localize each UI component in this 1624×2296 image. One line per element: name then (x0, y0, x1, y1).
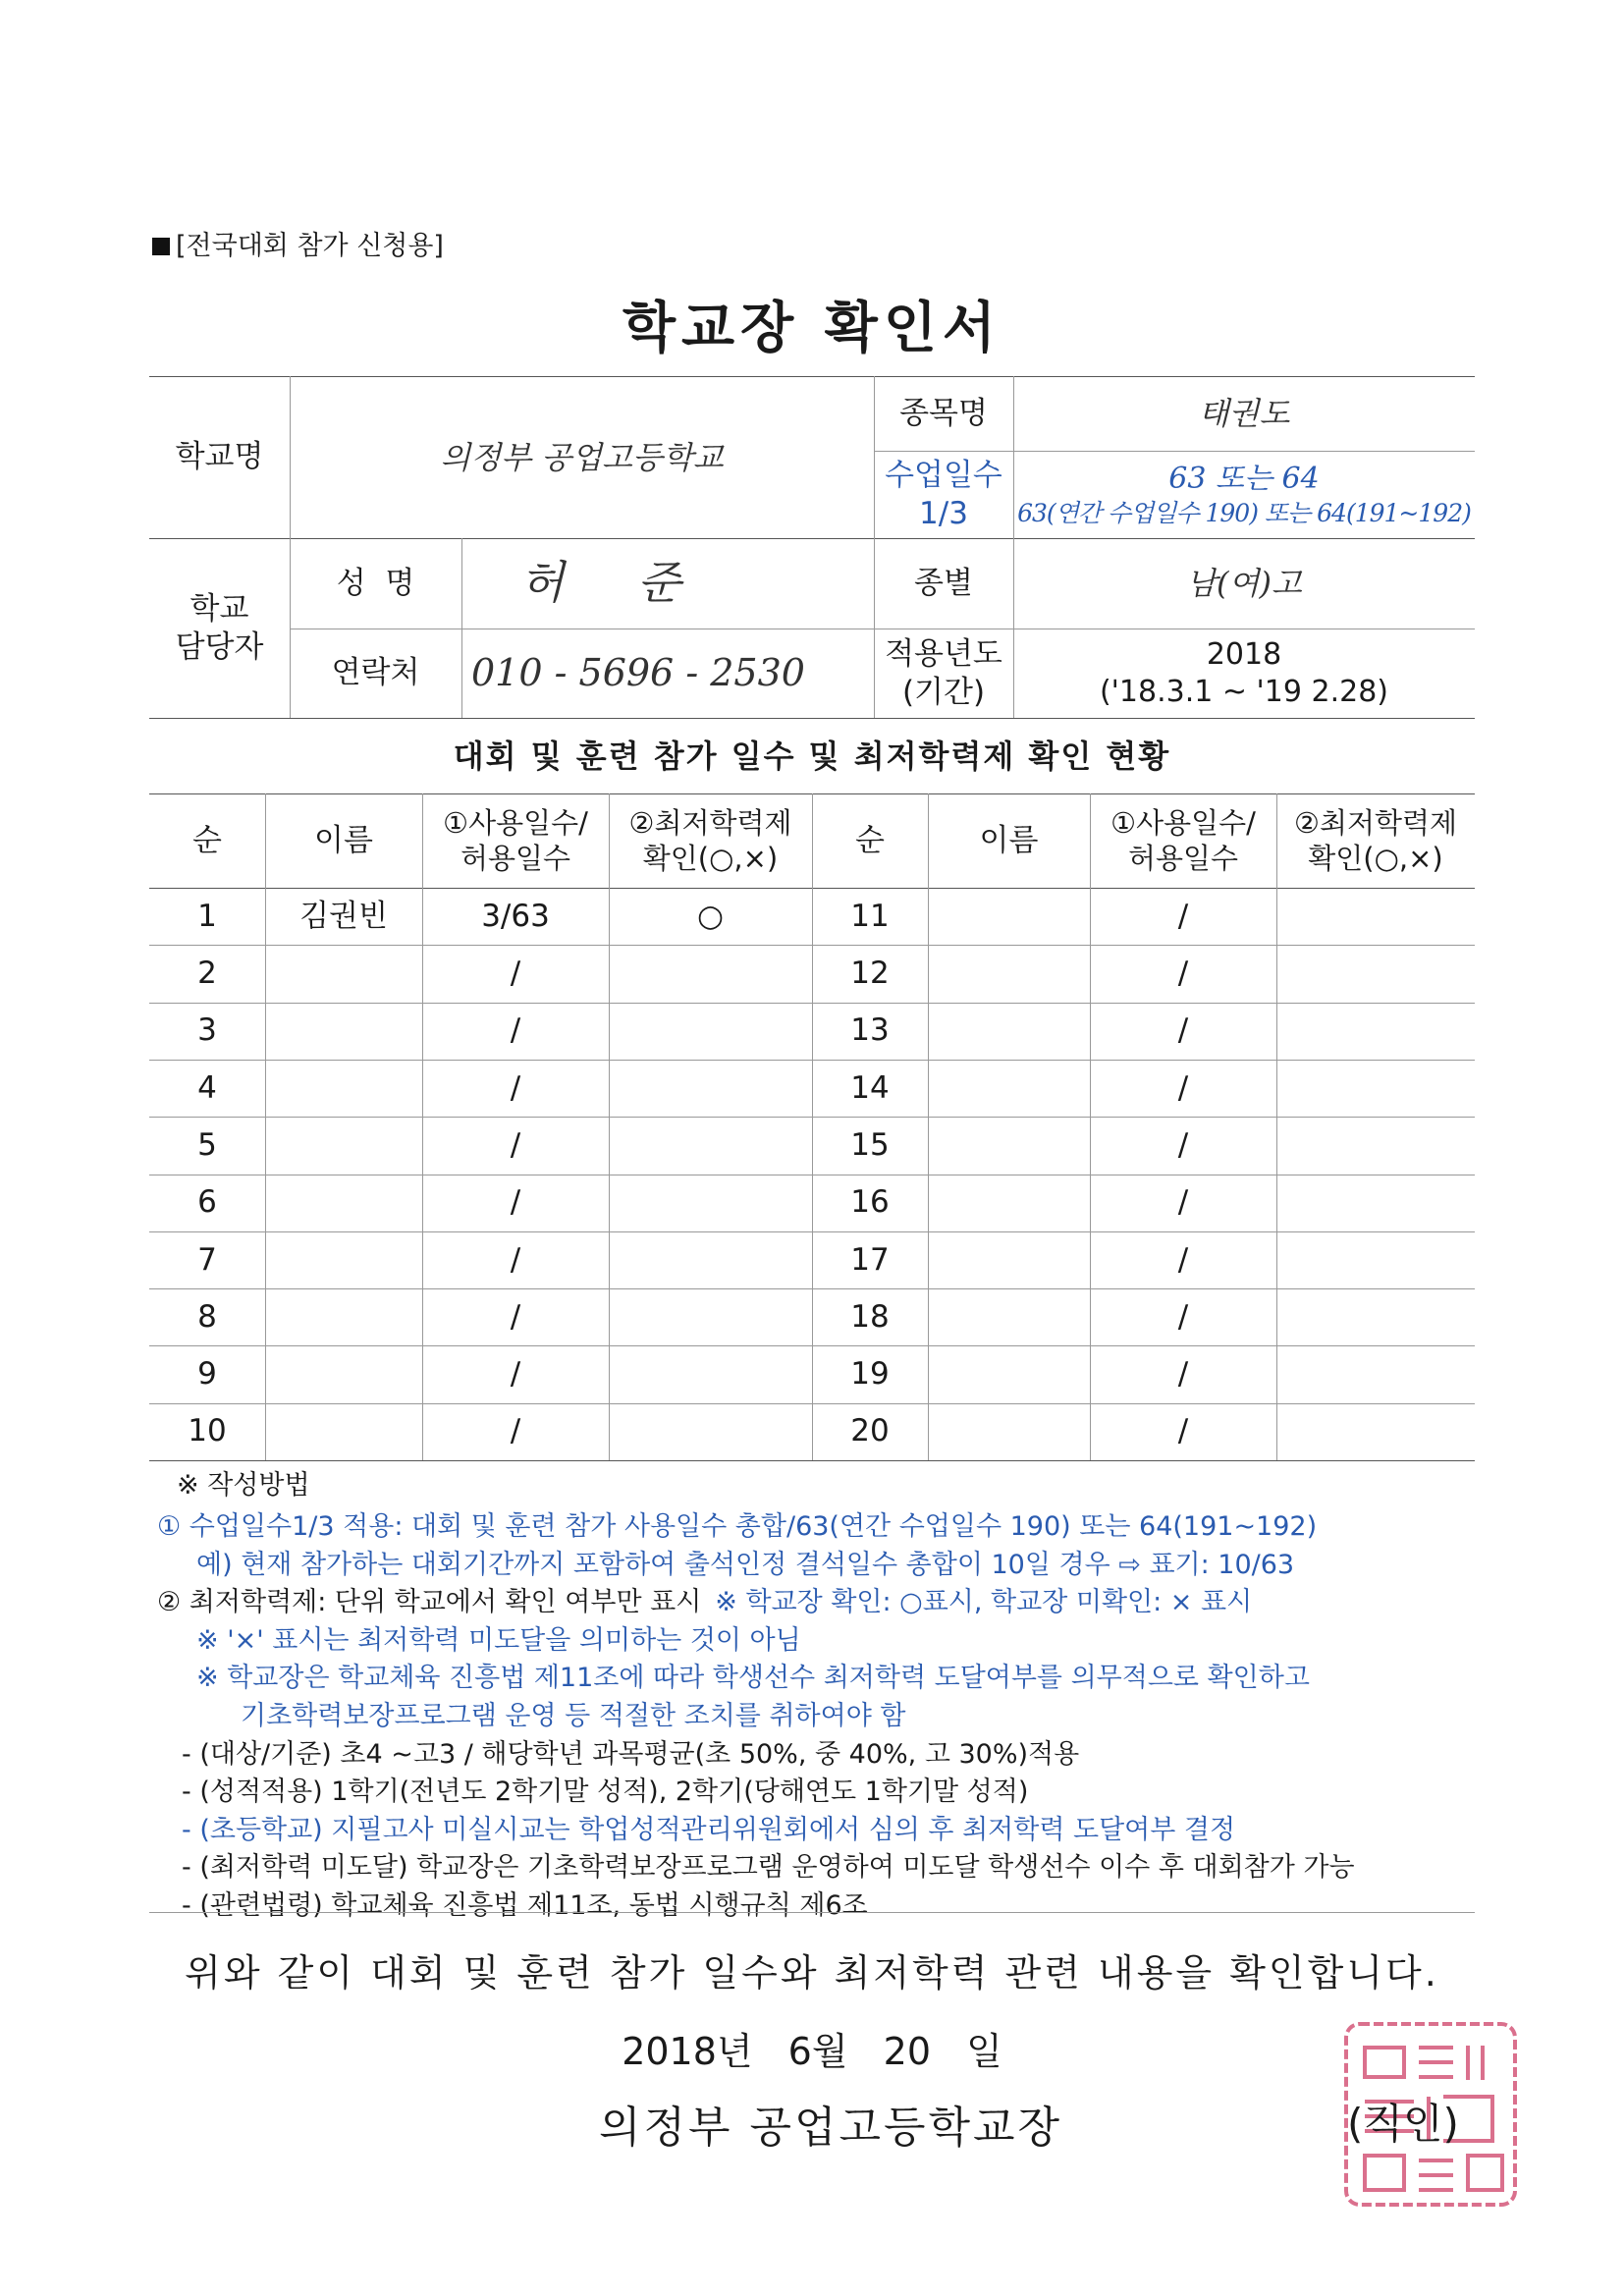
table-cell-name (928, 945, 1090, 1002)
sport-value: 태권도 (1198, 395, 1290, 432)
table-cell-check (609, 1345, 812, 1402)
table-cell-check (609, 1117, 812, 1174)
col-header-check (609, 793, 812, 888)
table-cell-name (265, 1288, 422, 1345)
table-cell-no: 9 (197, 1356, 217, 1393)
divider (149, 718, 1475, 719)
note-line: - (최저학력 미도달) 학교장은 기초학력보장프로그램 운영하여 미도달 학생선수 이수 후 대회참가 가능 (182, 1852, 1355, 1884)
divider (149, 1460, 1475, 1461)
table-cell-check (609, 1231, 812, 1288)
table-cell-no: 13 (850, 1012, 890, 1049)
table-cell-name (265, 1345, 422, 1402)
table-cell-check (609, 1003, 812, 1060)
table-cell-no: 12 (850, 956, 890, 992)
staff-label: 학교 담당자 (175, 590, 264, 665)
table-cell-no: 8 (197, 1298, 217, 1335)
square-bullet-icon (152, 238, 170, 255)
table-cell-check (609, 1175, 812, 1231)
note-line: - (대상/기준) 초4 ~고3 / 해당학년 과목평균(초 50%, 중 40%, 고 30%)적용 (182, 1738, 1080, 1770)
note-line: - (관련법령) 학교체육 진흥법 제11조, 동법 시행규칙 제6조 (182, 1890, 868, 1921)
divider (149, 1912, 1475, 1913)
col-header-days-line: ①사용일수/ (443, 805, 588, 840)
col-header-check-line: 확인(○,×) (642, 842, 779, 875)
table-cell-days: / (510, 1356, 521, 1393)
table-cell-name (928, 1231, 1090, 1288)
table-cell-no: 4 (197, 1069, 217, 1106)
table-cell-name (928, 1288, 1090, 1345)
contact-value: 010 - 5696 - 2530 (471, 650, 805, 694)
table-cell-check (609, 1060, 812, 1117)
table-cell-check (609, 1288, 812, 1345)
table-cell-days: / (510, 1298, 521, 1335)
table-cell-check: ○ (696, 898, 725, 934)
table-cell-days: / (1177, 1012, 1189, 1049)
days-label: 수업일수 1/3 (885, 457, 1002, 531)
table-cell-check (1276, 945, 1475, 1002)
col-header-no: 순 (855, 822, 885, 858)
table-cell-check (609, 1403, 812, 1460)
page-title: 학교장 확인서 (622, 297, 1002, 360)
col-header-days-line: 허용일수 (1127, 842, 1239, 875)
table-cell-days: / (1177, 1298, 1189, 1335)
school-label: 학교명 (175, 439, 264, 475)
table-cell-check (1276, 1060, 1475, 1117)
table-cell-name (928, 1003, 1090, 1060)
gender-label: 종별 (914, 565, 973, 601)
table-cell-no: 1 (197, 898, 217, 934)
notes-heading: ※ 작성방법 (177, 1470, 310, 1501)
year-label: 적용년도 (기간) (885, 635, 1002, 710)
col-header-days-line: ①사용일수/ (1110, 805, 1256, 840)
table-cell-name (265, 1231, 422, 1288)
days-value: 63 또는 64 63(연간 수업일수 190) 또는 64(191~192) (1017, 462, 1471, 527)
form-tag: [전국대회 참가 신청용] (152, 224, 444, 262)
table-cell-name (928, 1403, 1090, 1460)
col-header-name: 이름 (979, 822, 1039, 858)
table-cell-days: / (510, 1184, 521, 1221)
note-line: 예) 현재 참가하는 대회기간까지 포함하여 출석인정 결석일수 총합이 10일 경우 ⇨ 표기: 10/63 (196, 1549, 1295, 1580)
note-text: ※ 학교장 확인: ○표시, 학교장 미확인: × 표시 (715, 1587, 1253, 1618)
table-cell-check (1276, 1175, 1475, 1231)
note-text: ② 최저학력제: 단위 학교에서 확인 여부만 표시 (157, 1587, 702, 1618)
table-cell-name (928, 1345, 1090, 1402)
table-cell-no: 19 (850, 1356, 890, 1393)
sport-label: 종목명 (899, 395, 988, 431)
table-cell-no: 11 (850, 898, 890, 934)
table-cell-days: / (1177, 1356, 1189, 1393)
col-header-days (422, 793, 609, 888)
table-cell-check (1276, 1231, 1475, 1288)
contact-label: 연락처 (331, 655, 420, 691)
table-cell-no: 16 (850, 1184, 890, 1221)
issue-date: 2018년 6월 20 일 (622, 2030, 1002, 2073)
table-cell-name (265, 945, 422, 1002)
name-label: 성 명 (336, 565, 415, 601)
table-cell-days: / (1177, 1413, 1189, 1449)
table-cell-check (609, 945, 812, 1002)
table-cell-days: / (510, 1012, 521, 1049)
table-cell-no: 5 (197, 1126, 217, 1163)
table-cell-name (928, 1060, 1090, 1117)
table-cell-name (265, 1003, 422, 1060)
table-cell-days: / (1177, 1069, 1189, 1106)
table-cell-check (1276, 1003, 1475, 1060)
table-cell-check (1276, 888, 1475, 945)
note-line (157, 1580, 1252, 1618)
table-cell-no: 10 (188, 1413, 227, 1449)
table-cell-days: / (1177, 1126, 1189, 1163)
col-header-check-line: 확인(○,×) (1308, 842, 1443, 875)
col-header-check (1276, 793, 1475, 888)
col-header-no: 순 (192, 822, 222, 858)
table-cell-days: / (1177, 956, 1189, 992)
table-cell-days: / (510, 1126, 521, 1163)
table-cell-days: / (1177, 1241, 1189, 1278)
table-cell-check (1276, 1403, 1475, 1460)
table-cell-name (265, 1060, 422, 1117)
staff-name-value: 허 준 (520, 556, 711, 610)
table-cell-no: 3 (197, 1012, 217, 1049)
table-cell-name (928, 1175, 1090, 1231)
table-cell-days: / (510, 1069, 521, 1106)
seal-label: (직인) (1347, 2100, 1459, 2148)
col-header-name: 이름 (314, 822, 373, 858)
table-cell-name: 김권빈 (299, 898, 388, 934)
section-title: 대회 및 훈련 참가 일수 및 최저학력제 확인 현황 (453, 738, 1171, 775)
table-cell-no: 6 (197, 1184, 217, 1221)
confirmation-text: 위와 같이 대회 및 훈련 참가 일수와 최저학력 관련 내용을 확인합니다. (185, 1951, 1439, 1995)
table-cell-no: 2 (197, 956, 217, 992)
note-line: - (초등학교) 지필고사 미실시교는 학업성적관리위원회에서 심의 후 최저학력 도달여부 결정 (182, 1814, 1236, 1845)
table-cell-no: 7 (197, 1241, 217, 1278)
note-line: - (성적적용) 1학기(전년도 2학기말 성적), 2학기(당해연도 1학기말 성적) (182, 1777, 1029, 1808)
table-cell-no: 17 (850, 1241, 890, 1278)
table-cell-days: / (510, 1241, 521, 1278)
note-line: 기초학력보장프로그램 운영 등 적절한 조치를 취하여야 함 (241, 1701, 906, 1731)
table-cell-no: 18 (850, 1298, 890, 1335)
note-line: ※ '×' 표시는 최저학력 미도달을 의미하는 것이 아님 (196, 1624, 801, 1656)
table-cell-no: 20 (850, 1413, 890, 1449)
note-line: ※ 학교장은 학교체육 진흥법 제11조에 따라 학생선수 최저학력 도달여부를 의무적으로 확인하고 (196, 1663, 1310, 1694)
table-cell-name (928, 1117, 1090, 1174)
table-cell-no: 14 (850, 1069, 890, 1106)
signer-name: 의정부 공업고등학교장 (599, 2103, 1063, 2153)
year-value: 2018 ('18.3.1 ~ '19 2.28) (1099, 637, 1389, 709)
table-cell-days: / (510, 956, 521, 992)
table-cell-name (265, 1403, 422, 1460)
col-header-check-line: ②최저학력제 (1293, 805, 1458, 840)
table-cell-name (265, 1175, 422, 1231)
table-cell-name (265, 1117, 422, 1174)
table-cell-days: / (1177, 898, 1189, 934)
note-line: ① 수업일수1/3 적용: 대회 및 훈련 참가 사용일수 총합/63(연간 수업일수 190) 또는 64(191~192) (157, 1511, 1318, 1542)
school-value: 의정부 공업고등학교 (440, 438, 724, 476)
table-cell-days: / (1177, 1184, 1189, 1221)
table-cell-no: 15 (850, 1126, 890, 1163)
table-cell-check (1276, 1117, 1475, 1174)
table-cell-days: / (510, 1413, 521, 1449)
table-cell-check (1276, 1288, 1475, 1345)
table-cell-days: 3/63 (481, 898, 550, 934)
table-cell-name (928, 888, 1090, 945)
col-header-days (1090, 793, 1276, 888)
table-cell-check (1276, 1345, 1475, 1402)
col-header-days-line: 허용일수 (460, 842, 571, 875)
col-header-check-line: ②최저학력제 (628, 805, 792, 840)
gender-value: 남(여)고 (1186, 565, 1302, 602)
